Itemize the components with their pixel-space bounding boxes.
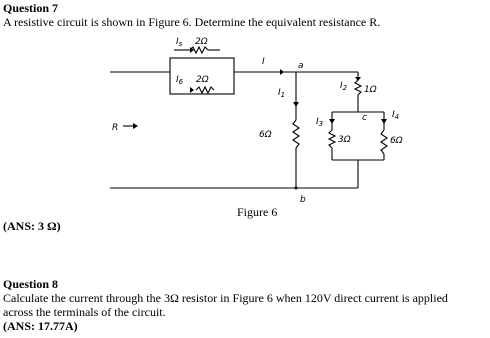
label-r-top: 2Ω xyxy=(195,37,208,47)
label-r1: 6Ω xyxy=(259,130,272,140)
label-node-b: b xyxy=(300,195,306,205)
label-req: R xyxy=(112,123,119,133)
resistor-r1 xyxy=(293,120,299,148)
label-i1: $I_1$ xyxy=(278,88,286,99)
resistor-r2 xyxy=(355,80,361,95)
question-8-answer: (ANS: 17.77A) xyxy=(3,319,78,333)
label-r4: 6Ω xyxy=(390,136,403,146)
r-arrow-head xyxy=(133,123,138,129)
question-8-title: Question 8 xyxy=(3,277,59,291)
label-r3: 3Ω xyxy=(338,135,351,145)
label-i6: $I_6$ xyxy=(176,75,184,86)
resistor-i6 xyxy=(196,87,214,93)
arrow-i4 xyxy=(381,119,387,124)
label-i-main: I xyxy=(262,57,265,67)
resistor-r3 xyxy=(329,130,335,148)
arrow-i3 xyxy=(329,119,335,124)
question-8-text-line1: Calculate the current through the 3Ω resistor in Figure 6 when 120V direct current is applied xyxy=(3,291,448,305)
figure-caption: Figure 6 xyxy=(237,205,278,219)
label-node-a: a xyxy=(298,61,304,71)
label-is: $I_s$ xyxy=(176,37,183,48)
node-b-dot xyxy=(295,187,298,190)
arrow-i6 xyxy=(190,87,194,93)
label-node-c: c xyxy=(362,113,367,123)
question-7-answer: (ANS: 3 Ω) xyxy=(3,219,61,233)
label-r-mid: 2Ω xyxy=(196,75,209,85)
label-i2: $I_2$ xyxy=(340,81,348,92)
label-r2: 1Ω xyxy=(364,85,377,95)
arrow-i2 xyxy=(355,77,361,81)
question-7-title: Question 7 xyxy=(3,1,59,15)
question-7-text: A resistive circuit is shown in Figure 6. Determine the equivalent resistance R. xyxy=(3,15,381,29)
question-8-text-line2: across the terminals of the circuit. xyxy=(3,305,166,319)
arrow-i-main xyxy=(280,69,284,75)
arrow-i1 xyxy=(293,102,299,107)
resistor-r4 xyxy=(381,130,387,154)
label-i4: $I_4$ xyxy=(392,110,400,121)
label-i3: $I_3$ xyxy=(316,117,324,128)
